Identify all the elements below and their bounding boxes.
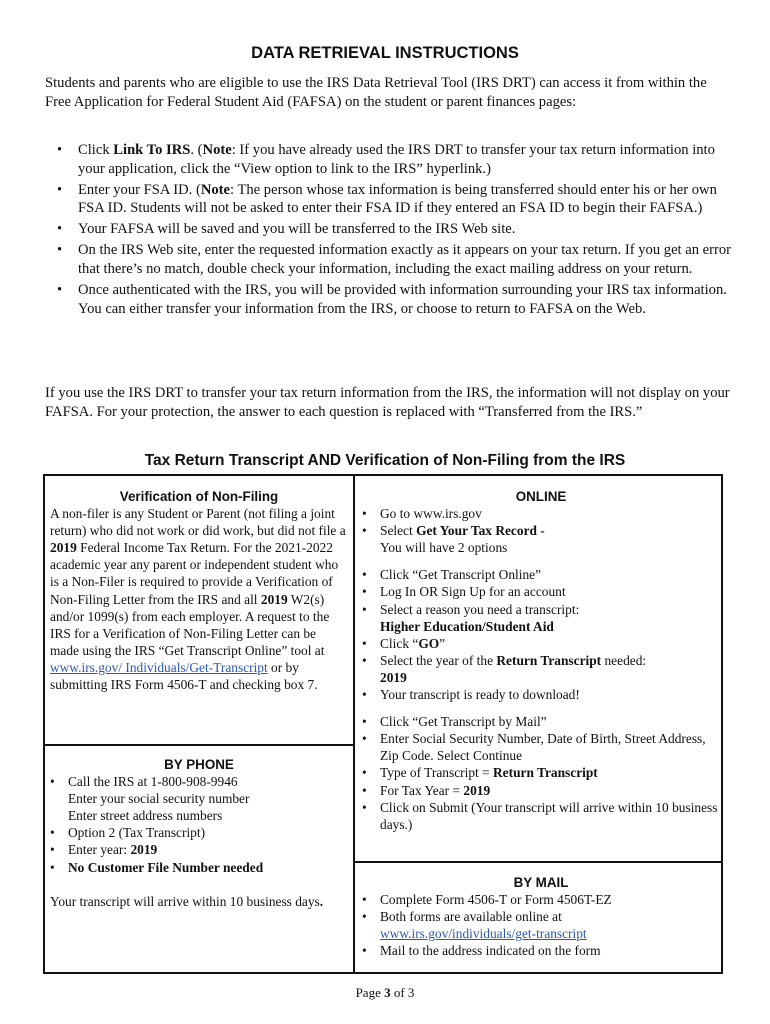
list-item: • Your transcript is ready to download! [360, 686, 722, 703]
table-divider-vertical [353, 476, 355, 972]
list-item: • Click on Submit (Your transcript will arrive within 10 business days.) [360, 799, 722, 833]
list-item: • Click “GO” [360, 635, 722, 652]
intro-paragraph: Students and parents who are eligible to use the IRS Data Retrieval Tool (IRS DRT) can access it from within the Free Application for Federal Student Aid (FAFSA) on the student or parent finances pages: [45, 75, 707, 110]
step-item: • Your FAFSA will be saved and you will be transferred to the IRS Web site. [45, 220, 735, 239]
outro-paragraph: If you use the IRS DRT to transfer your tax return information from the IRS, the information will not display on your FAFSA. For your protection, the answer to each question is replaced with “Transferred from the IRS.” [45, 385, 730, 420]
step-item: • Enter your FSA ID. (Note: The person whose tax information is being transferred should enter his or her own FSA ID. Students will not be asked to enter their FSA ID if they entered an FSA ID to begin their FAFSA.) [45, 181, 735, 218]
step-item: • Click Link To IRS. (Note: If you have already used the IRS DRT to transfer your tax return information into your application, click the “View option to link to the IRS” hyperlink.) [45, 141, 735, 178]
list-item: • Go to www.irs.gov [360, 505, 722, 522]
online-cell [360, 488, 722, 833]
list-item: • Select the year of the Return Transcript needed: 2019 [360, 652, 722, 686]
irs-transcript-link[interactable]: www.irs.gov/individuals/get-transcript [380, 926, 587, 942]
online-list-a [360, 505, 722, 556]
list-item: • No Customer File Number needed [50, 859, 348, 876]
drt-steps-list [45, 141, 735, 321]
non-filing-heading: Verification of Non-Filing [119, 489, 279, 504]
by-mail-heading: BY MAIL [513, 875, 569, 890]
non-filing-text: A non-filer is any Student or Parent (not filing a joint return) who did not work or did work, but did not file a 2019 Federal Income Tax Return. For the 2021-2022 academic year any parent or independent student who is a Non-Filer is required to provide a Verification of Non-Filing Letter from the IRS and all 2019 W2(s) and/or 1099(s) from each employer. A request to the IRS for a Verification of Non-Filing Letter can be made using the IRS “Get Transcript Online” tool at www.irs.gov/ Individuals/Get-Transcript or by submitting IRS Form 4506-T and checking box 7. [50, 506, 346, 693]
list-item: • Complete Form 4506-T or Form 4506T-EZ [360, 891, 722, 908]
list-item: • Call the IRS at 1-800-908-9946 Enter your social security number Enter street address numbers [50, 773, 348, 824]
list-item: • Select Get Your Tax Record - You will have 2 options [360, 522, 722, 556]
section-subtitle: Tax Return Transcript AND Verification of Non-Filing from the IRS [144, 452, 626, 469]
step-item: • Once authenticated with the IRS, you will be provided with information surrounding your IRS tax information. You can either transfer your information from the IRS, or choose to return to FAFSA on the Web. [45, 281, 735, 318]
transcript-options-table [43, 474, 723, 974]
table-divider-left [45, 744, 355, 746]
list-item: • Option 2 (Tax Transcript) [50, 824, 348, 841]
list-item: • Enter year: 2019 [50, 841, 348, 858]
by-phone-list [50, 773, 348, 876]
list-item: • Both forms are available online at www.irs.gov/individuals/get-transcript [360, 908, 722, 942]
list-item: • Click “Get Transcript by Mail” [360, 713, 722, 730]
list-item: • Click “Get Transcript Online” [360, 566, 722, 583]
online-heading: ONLINE [515, 489, 567, 504]
irs-get-transcript-link[interactable]: www.irs.gov/ Individuals/Get-Transcript [50, 659, 268, 675]
list-item: • Select a reason you need a transcript: Higher Education/Student Aid [360, 601, 722, 635]
online-list-b [360, 566, 722, 703]
table-divider-right [353, 861, 721, 863]
list-item: • Log In OR Sign Up for an account [360, 583, 722, 600]
page-title: DATA RETRIEVAL INSTRUCTIONS [251, 44, 519, 62]
by-phone-cell [50, 756, 348, 910]
list-item: • Mail to the address indicated on the form [360, 942, 722, 959]
list-item: • Type of Transcript = Return Transcript [360, 764, 722, 781]
by-mail-cell [360, 874, 722, 959]
by-phone-note: Your transcript will arrive within 10 business days. [50, 893, 324, 909]
by-phone-heading: BY PHONE [164, 757, 234, 772]
list-item: • Enter Social Security Number, Date of Birth, Street Address, Zip Code. Select Continue [360, 730, 722, 764]
by-mail-list [360, 891, 722, 959]
step-item: • On the IRS Web site, enter the requested information exactly as it appears on your tax return. If you get an error that there’s no match, double check your information, including the exact mailing address on your return. [45, 241, 735, 278]
online-list-c [360, 713, 722, 833]
non-filing-cell [50, 488, 348, 693]
list-item: • For Tax Year = 2019 [360, 782, 722, 799]
page-number: Page 3 of 3 [355, 985, 415, 1000]
